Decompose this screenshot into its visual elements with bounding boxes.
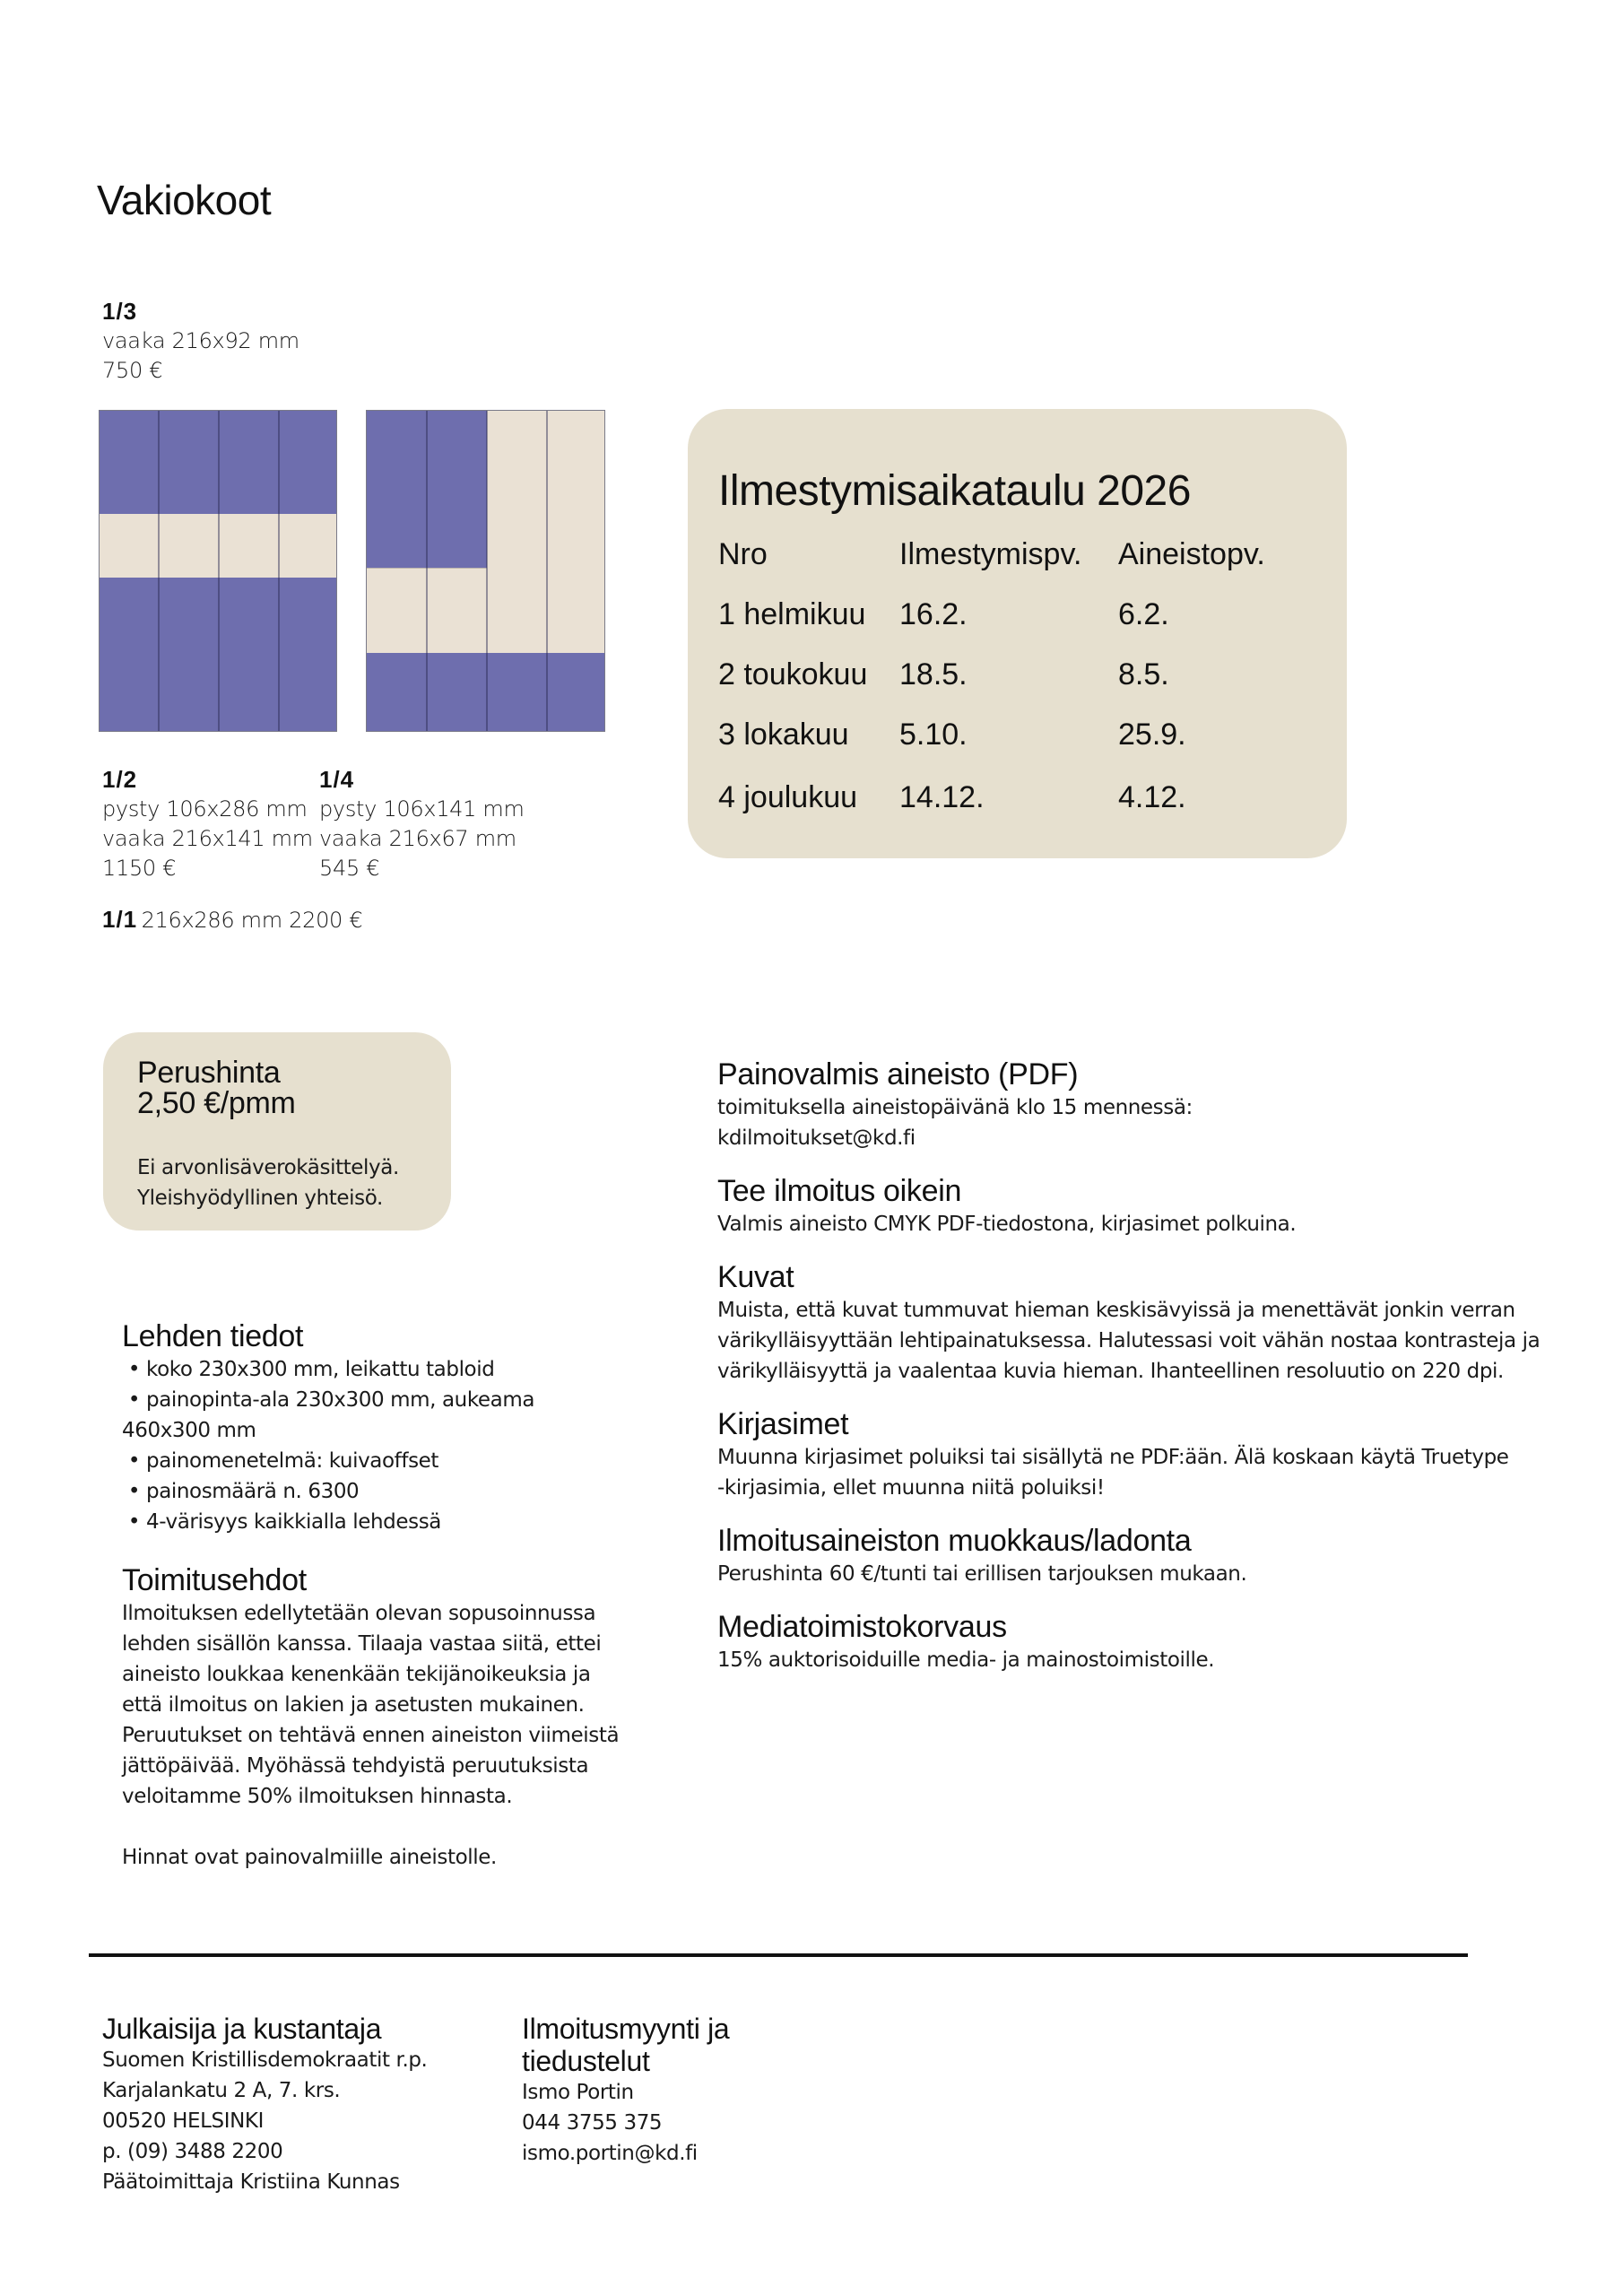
section-agency-fee (717, 1609, 1578, 1675)
magazine-info-item: • painopinta-ala 230x300 mm, aukeama (122, 1388, 535, 1412)
schedule-publish-date: 14.12. (899, 780, 985, 814)
base-price-title: Perushinta (137, 1056, 281, 1090)
schedule-header-publish: Ilmestymispv. (899, 537, 1082, 571)
section-title: Tee ilmoitus oikein (717, 1174, 962, 1208)
diagram-third-layout (99, 410, 337, 732)
size-half-label: 1/2 (102, 766, 138, 793)
schedule-box (688, 409, 1347, 858)
size-third-dimensions: vaaka 216x92 mm (102, 328, 299, 353)
column-divider (546, 411, 548, 731)
size-third-label: 1/3 (102, 298, 138, 325)
magazine-info-item: • painomenetelmä: kuivaoffset (122, 1449, 439, 1473)
size-full-label: 1/1 (102, 906, 138, 933)
column-divider (158, 411, 160, 731)
size-quarter-label: 1/4 (319, 766, 355, 793)
size-half-info (102, 764, 313, 883)
column-divider (486, 411, 488, 731)
section-text: Muunna kirjasimet poluiksi tai sisällytä ne PDF:ään. Älä koskaan käytä Truetype (717, 1446, 1509, 1469)
schedule-material-date: 4.12. (1118, 780, 1186, 814)
publisher-line: Karjalankatu 2 A, 7. krs. (102, 2079, 341, 2102)
right-column (717, 1057, 1578, 1675)
schedule-material-date: 8.5. (1118, 657, 1169, 691)
sales-title: tiedustelut (522, 2045, 650, 2077)
magazine-info-item: • 4-värisyys kaikkialla lehdessä (122, 1510, 441, 1534)
section-text: toimituksella aineistopäivänä klo 15 mennessä: (717, 1096, 1193, 1119)
section-title: Mediatoimistokorvaus (717, 1610, 1007, 1644)
section-text: Valmis aineisto CMYK PDF-tiedostona, kirjasimet polkuina. (717, 1213, 1297, 1236)
section-title: Kirjasimet (717, 1407, 849, 1441)
price-footnote: Hinnat ovat painovalmiille aineistolle. (122, 1846, 497, 1869)
magazine-info-item: • painosmäärä n. 6300 (122, 1480, 360, 1503)
page-title: Vakiokoot (97, 177, 272, 223)
footer-sales (522, 2013, 729, 2169)
base-price-box (103, 1032, 451, 1231)
delivery-terms-title: Toimitusehdot (122, 1563, 307, 1597)
base-price-value: 2,50 €/pmm (137, 1086, 296, 1120)
delivery-terms-line: aineisto loukkaa kenenkään tekijänoikeuksia ja (122, 1663, 591, 1686)
section-title: Ilmoitusaineiston muokkaus/ladonta (717, 1524, 1192, 1558)
delivery-terms-line: Peruutukset on tehtävä ennen aineiston viimeistä (122, 1724, 620, 1747)
size-half-price: 1150 € (102, 856, 177, 881)
schedule-title: Ilmestymisaikataulu 2026 (718, 467, 1191, 515)
delivery-terms-line: Ilmoituksen edellytetään olevan sopusoinnussa (122, 1602, 596, 1625)
delivery-terms-line: lehden sisällön kanssa. Tilaaja vastaa siitä, ettei (122, 1632, 602, 1656)
size-full-info (102, 904, 362, 935)
delivery-terms-section (122, 1562, 678, 1873)
size-quarter-line: pysty 106x141 mm (319, 796, 525, 822)
section-images (717, 1259, 1578, 1387)
size-quarter-line: vaaka 216x67 mm (319, 826, 516, 851)
section-text: 15% auktorisoiduille media- ja mainostoimistoille. (717, 1648, 1215, 1672)
section-text: värikylläisyyttään lehtipainatuksessa. Halutessasi voit vähän nostaa kontrasteja ja (717, 1329, 1541, 1352)
delivery-terms-line: veloitamme 50% ilmoituksen hinnasta. (122, 1785, 513, 1808)
publisher-phone: p. (09) 3488 2200 (102, 2140, 283, 2163)
section-print-ready (717, 1057, 1578, 1153)
column-divider (218, 411, 220, 731)
sales-contact-name: Ismo Portin (522, 2081, 634, 2104)
schedule-publish-date: 16.2. (899, 597, 968, 631)
publisher-line: 00520 HELSINKI (102, 2109, 264, 2133)
column-divider (426, 411, 428, 731)
schedule-header-material: Aineistopv. (1118, 537, 1265, 571)
section-title: Painovalmis aineisto (PDF) (717, 1057, 1079, 1091)
section-editing (717, 1523, 1578, 1589)
column-divider (278, 411, 280, 731)
delivery-terms-line: jättöpäivää. Myöhässä tehdyistä peruutuksista (122, 1754, 589, 1778)
schedule-issue: 4 joulukuu (718, 780, 858, 814)
section-title: Kuvat (717, 1260, 794, 1294)
schedule-publish-date: 5.10. (899, 718, 968, 752)
publisher-editor: Päätoimittaja Kristiina Kunnas (102, 2170, 400, 2194)
size-third-price: 750 € (102, 358, 163, 383)
base-price-note: Ei arvonlisäverokäsittelyä. (137, 1156, 399, 1179)
magazine-info-item: • koko 230x300 mm, leikattu tabloid (122, 1358, 495, 1381)
section-text: värikylläisyyttä ja vaalentaa kuvia hieman. Ihanteellinen resoluutio on 220 dpi. (717, 1360, 1504, 1383)
section-fonts (717, 1406, 1578, 1503)
magazine-info-item: 460x300 mm (122, 1419, 256, 1442)
section-text: -kirjasimia, ellet muunna niitä poluiksi! (717, 1476, 1105, 1500)
schedule-material-date: 25.9. (1118, 718, 1186, 752)
magazine-info-section (122, 1318, 660, 1537)
delivery-terms-line: että ilmoitus on lakien ja asetusten mukainen. (122, 1693, 585, 1717)
footer-publisher (102, 2013, 427, 2197)
material-email-link[interactable]: kdilmoitukset@kd.fi (717, 1126, 916, 1150)
base-price-note: Yleishyödyllinen yhteisö. (137, 1187, 383, 1210)
size-third-info (102, 296, 299, 386)
schedule-issue: 1 helmikuu (718, 597, 866, 631)
diagram-half-quarter-layout (366, 410, 605, 732)
magazine-info-title: Lehden tiedot (122, 1319, 304, 1353)
sales-email-link[interactable]: ismo.portin@kd.fi (522, 2142, 698, 2165)
section-text: Muista, että kuvat tummuvat hieman keskisävyissä ja menettävät jonkin verran (717, 1299, 1515, 1322)
schedule-material-date: 6.2. (1118, 597, 1169, 631)
size-quarter-price: 545 € (319, 856, 380, 881)
sales-phone: 044 3755 375 (522, 2111, 663, 2135)
schedule-publish-date: 18.5. (899, 657, 968, 691)
sales-title: Ilmoitusmyynti ja (522, 2013, 730, 2045)
size-quarter-info (319, 764, 525, 883)
publisher-line: Suomen Kristillisdemokraatit r.p. (102, 2048, 428, 2072)
section-text: Perushinta 60 €/tunti tai erillisen tarjouksen mukaan. (717, 1562, 1247, 1586)
size-half-line: vaaka 216x141 mm (102, 826, 313, 851)
publisher-title: Julkaisija ja kustantaja (102, 2013, 382, 2045)
size-half-line: pysty 106x286 mm (102, 796, 308, 822)
schedule-header-nro: Nro (718, 537, 768, 571)
schedule-issue: 3 lokakuu (718, 718, 849, 752)
footer-divider (89, 1953, 1468, 1957)
section-ad-correctly (717, 1173, 1578, 1239)
size-full-text: 216x286 mm 2200 € (141, 908, 363, 933)
schedule-issue: 2 toukokuu (718, 657, 868, 691)
